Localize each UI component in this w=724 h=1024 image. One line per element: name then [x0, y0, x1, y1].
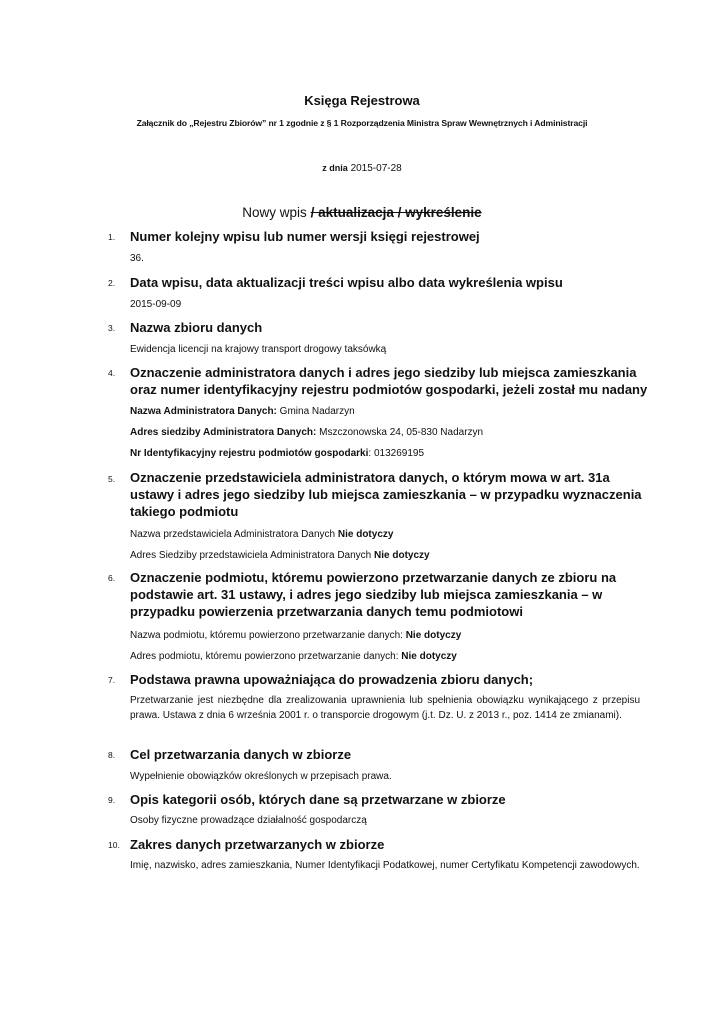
document-title: Księga Rejestrowa	[304, 93, 420, 108]
line-label: Adres Siedziby przedstawiciela Administratora Danych	[130, 550, 372, 561]
section-heading: Data wpisu, data aktualizacji treści wpisu albo data wykreślenia wpisu	[130, 275, 563, 290]
section-value: 36.	[130, 253, 144, 264]
section-number: 5.	[108, 474, 116, 484]
section-line	[130, 404, 640, 419]
section-value: Przetwarzanie jest niezbędne dla zrealizowania uprawnienia lub spełnienia obowiązku wynikającego z przepisu prawa. Ustawa z dnia 6 września 2001 r. o transporcie drogowym (j.t. Dz. U. z 2013 r., poz. 1414 ze zmianami).	[130, 695, 640, 721]
line-value: Nie dotyczy	[337, 529, 394, 540]
section-value: 2015-09-09	[130, 299, 182, 310]
section-heading: Cel przetwarzania danych w zbiorze	[130, 747, 352, 762]
line-value: : 013269195	[368, 448, 425, 459]
section-line	[130, 446, 640, 461]
section-value: Osoby fizyczne prowadzące działalność gospodarczą	[130, 815, 367, 826]
heading-line: Oznaczenie przedstawiciela administratora danych, o którym mowa w art. 31a	[130, 470, 610, 485]
heading-line: oraz numer identyfikacyjny rejestru podmiotów gospodarki, jeżeli został mu nadany	[130, 382, 648, 397]
section-line	[130, 628, 640, 643]
heading-line: takiego podmiotu	[130, 504, 239, 519]
section-line	[130, 527, 640, 542]
section-heading: Nazwa zbioru danych	[130, 320, 263, 335]
section-value: Ewidencja licencji na krajowy transport drogowy taksówką	[130, 344, 387, 355]
line-value: Nie dotyczy	[401, 651, 457, 662]
line-label: Nazwa podmiotu, któremu powierzono przetwarzanie danych:	[130, 630, 403, 641]
heading-line: Oznaczenie administratora danych i adres jego siedziby lub miejsca zamieszkania	[130, 365, 637, 380]
section-number: 8.	[108, 750, 116, 760]
section-heading	[130, 469, 650, 520]
section-heading: Zakres danych przetwarzanych w zbiorze	[130, 837, 385, 852]
date-value: 2015-07-28	[350, 163, 402, 174]
section-line	[130, 548, 640, 563]
line-label: Nr Identyfikacyjny rejestru podmiotów gospodarki	[130, 448, 369, 459]
heading-line: ustawy i adres jego siedziby lub miejsca zamieszkania – w przypadku wyznaczenia	[130, 487, 642, 502]
document-subtitle: Załącznik do „Rejestru Zbiorów” nr 1 zgodnie z § 1 Rozporządzenia Ministra Spraw Wewnętrznych i Administracji	[136, 118, 588, 128]
section-number: 6.	[108, 573, 116, 583]
line-value: Mszczonowska 24, 05-830 Nadarzyn	[319, 427, 484, 438]
section-number: 9.	[108, 795, 116, 805]
section-number: 2.	[108, 278, 116, 288]
section-heading	[130, 569, 650, 620]
heading-line: Oznaczenie podmiotu, któremu powierzono przetwarzanie danych ze zbioru na	[130, 570, 617, 585]
line-label: Nazwa Administratora Danych:	[130, 406, 277, 417]
line-label: Adres podmiotu, któremu powierzono przetwarzanie danych:	[130, 651, 399, 662]
heading-line: podstawie art. 31 ustawy, i adres jego siedziby lub miejsca zamieszkania – w	[130, 587, 603, 602]
entry-type	[0, 205, 724, 220]
section-heading: Numer kolejny wpisu lub numer wersji księgi rejestrowej	[130, 229, 480, 244]
entry-struck: / aktualizacja / wykreślenie	[310, 205, 482, 220]
section-heading: Opis kategorii osób, których dane są przetwarzane w zbiorze	[130, 792, 506, 807]
section-number: 1.	[108, 232, 116, 242]
line-label: Nazwa przedstawiciela Administratora Danych	[130, 529, 336, 540]
section-number: 4.	[108, 368, 116, 378]
section-value: Wypełnienie obowiązków określonych w przepisach prawa.	[130, 771, 392, 782]
section-line	[130, 425, 640, 440]
section-number: 7.	[108, 675, 116, 685]
heading-line: przypadku powierzenia przetwarzania danych temu podmiotowi	[130, 604, 523, 619]
line-label: Adres siedziby Administratora Danych:	[130, 427, 317, 438]
section-line	[130, 649, 640, 664]
section-heading	[130, 364, 650, 398]
entry-new: Nowy wpis	[242, 205, 307, 220]
section-heading: Podstawa prawna upoważniająca do prowadzenia zbioru danych;	[130, 672, 534, 687]
date-label: z dnia	[322, 163, 348, 173]
line-value: Gmina Nadarzyn	[279, 406, 355, 417]
section-value: Imię, nazwisko, adres zamieszkania, Numer Identyfikacji Podatkowej, numer Certyfikatu Kompetencji zawodowych.	[130, 860, 640, 871]
line-value: Nie dotyczy	[374, 550, 430, 561]
document-date	[0, 163, 724, 174]
section-number: 10.	[108, 840, 120, 850]
line-value: Nie dotyczy	[405, 630, 462, 641]
section-number: 3.	[108, 323, 116, 333]
